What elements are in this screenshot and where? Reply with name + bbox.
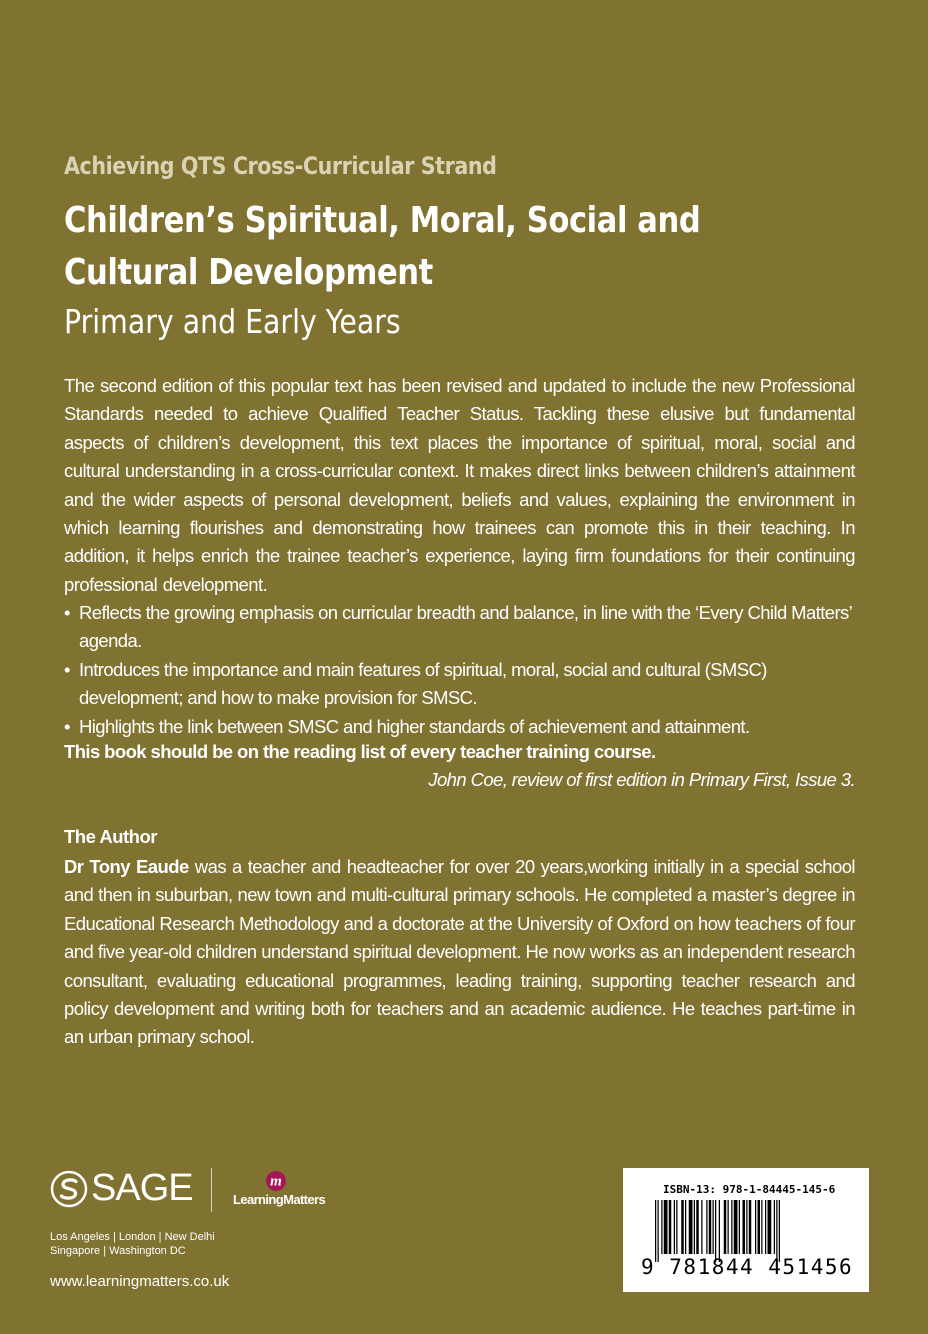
barcode-bar [724, 1200, 727, 1254]
book-title: Children’s Spiritual, Moral, Social and Cultural Development [64, 200, 701, 293]
isbn-label: ISBN-13: 978-1-84445-145-6 [663, 1183, 836, 1196]
barcode-bar [669, 1200, 672, 1254]
feature-list [64, 599, 855, 741]
barcode-bar [739, 1200, 740, 1254]
barcode-bar [685, 1200, 686, 1254]
barcode-bar [696, 1200, 699, 1254]
learning-matters-text: LearningMatters [233, 1192, 326, 1207]
sage-logo [50, 1167, 193, 1210]
barcode-bar [674, 1200, 675, 1254]
barcode-bar [768, 1200, 772, 1254]
barcode-bar [746, 1200, 747, 1254]
feature-item [64, 599, 855, 656]
book-subtitle: Primary and Early Years [64, 302, 401, 341]
barcode-bar [655, 1200, 656, 1262]
barcode-bar [765, 1200, 766, 1254]
barcode-panel [623, 1168, 869, 1292]
bullet-icon: • [64, 715, 70, 737]
author-bio [64, 853, 855, 1052]
barcode-bar [715, 1200, 716, 1262]
cities-line: Los Angeles | London | New Delhi [50, 1231, 215, 1243]
logo-divider [211, 1168, 212, 1212]
series-name: Achieving QTS Cross-Curricular Strand [64, 152, 497, 180]
author-bio-text: was a teacher and headteacher for over 20 years,working initially in a special school and then in suburban, new town and multi-cultural primary schools. He completed a master’s degree in Educational Research Methodology and a doctorate at the University of Oxford on how teachers of four and five year-old children understand spiritual development. He now works as an independent research consultant, evaluating educational programmes, leading training, supporting teacher research and policy development and writing both for teachers and an academic audience. He teaches part-time in an urban primary school. [64, 856, 855, 1048]
publisher-locations [50, 1230, 215, 1258]
bullet-icon: • [64, 602, 70, 623]
barcode-bar [758, 1200, 761, 1254]
barcode-bar [658, 1200, 659, 1262]
learning-matters-logo [233, 1170, 343, 1214]
barcode-bar [681, 1200, 684, 1254]
sage-circle-icon [50, 1170, 88, 1208]
barcode-bar [734, 1200, 738, 1254]
book-description: The second edition of this popular text has been revised and updated to include the new Professional Standards needed to achieve Qualified Teacher Status. Tackling these elusive but fundamental aspects of children’s development, this text places the importance of spiritual, moral, social and cultural understanding in a cross-curricular context. It makes direct links between children’s attainment and the wider aspects of personal development, beliefs and values, explaining the environment in which learning flourishes and demonstrating how trainees can promote this in their teaching. In addition, it helps enrich the trainee teacher’s experience, laying firm foundations for their continuing professional development. [64, 375, 855, 595]
learning-matters-icon-letter: m [270, 1173, 282, 1190]
barcode-bar [774, 1200, 775, 1254]
barcode-bar [731, 1200, 732, 1254]
barcode-bar [719, 1200, 720, 1262]
barcode-bar [701, 1200, 702, 1254]
review-quote: This book should be on the reading list of every teacher training course. [64, 741, 656, 762]
review-source: John Coe, review of first edition in Primary First, Issue 3. [428, 769, 855, 790]
barcode-bar [694, 1200, 695, 1254]
author-name: Dr Tony Eaude [64, 856, 189, 877]
barcode-bar [664, 1200, 668, 1254]
barcode-bar [709, 1200, 712, 1254]
barcode-bar [706, 1200, 707, 1254]
barcode-bar [743, 1200, 746, 1254]
barcode-bar [779, 1200, 780, 1262]
barcode-bar [713, 1200, 714, 1254]
feature-text: Introduces the importance and main features of spiritual, moral, social and cultural (SMSC) development; and how to make provision for SMSC. [79, 658, 767, 709]
barcode-bar [689, 1200, 693, 1254]
barcode-digits: 9 781844 451456 [641, 1255, 854, 1279]
cities-line: Singapore | Washington DC [50, 1245, 186, 1257]
barcode-bar [676, 1200, 677, 1254]
sage-logo-text: SAGE [91, 1167, 193, 1209]
barcode-bar [728, 1200, 729, 1254]
feature-text: Reflects the growing emphasis on curricular breadth and balance, in line with the ‘Every Child Matters’ agenda. [79, 602, 852, 652]
barcode-bar [749, 1200, 752, 1254]
bullet-icon: • [64, 658, 70, 680]
barcode-bar [776, 1200, 777, 1262]
barcode-bar [761, 1200, 762, 1254]
barcode-bar [755, 1200, 756, 1254]
feature-item [64, 713, 855, 741]
publisher-website: www.learningmatters.co.uk [50, 1273, 230, 1290]
learning-matters-icon [265, 1170, 287, 1192]
barcode-bar [661, 1200, 662, 1254]
feature-item [64, 656, 855, 713]
feature-text: Highlights the link between SMSC and higher standards of achievement and attainment. [79, 715, 750, 737]
author-heading: The Author [64, 826, 157, 847]
